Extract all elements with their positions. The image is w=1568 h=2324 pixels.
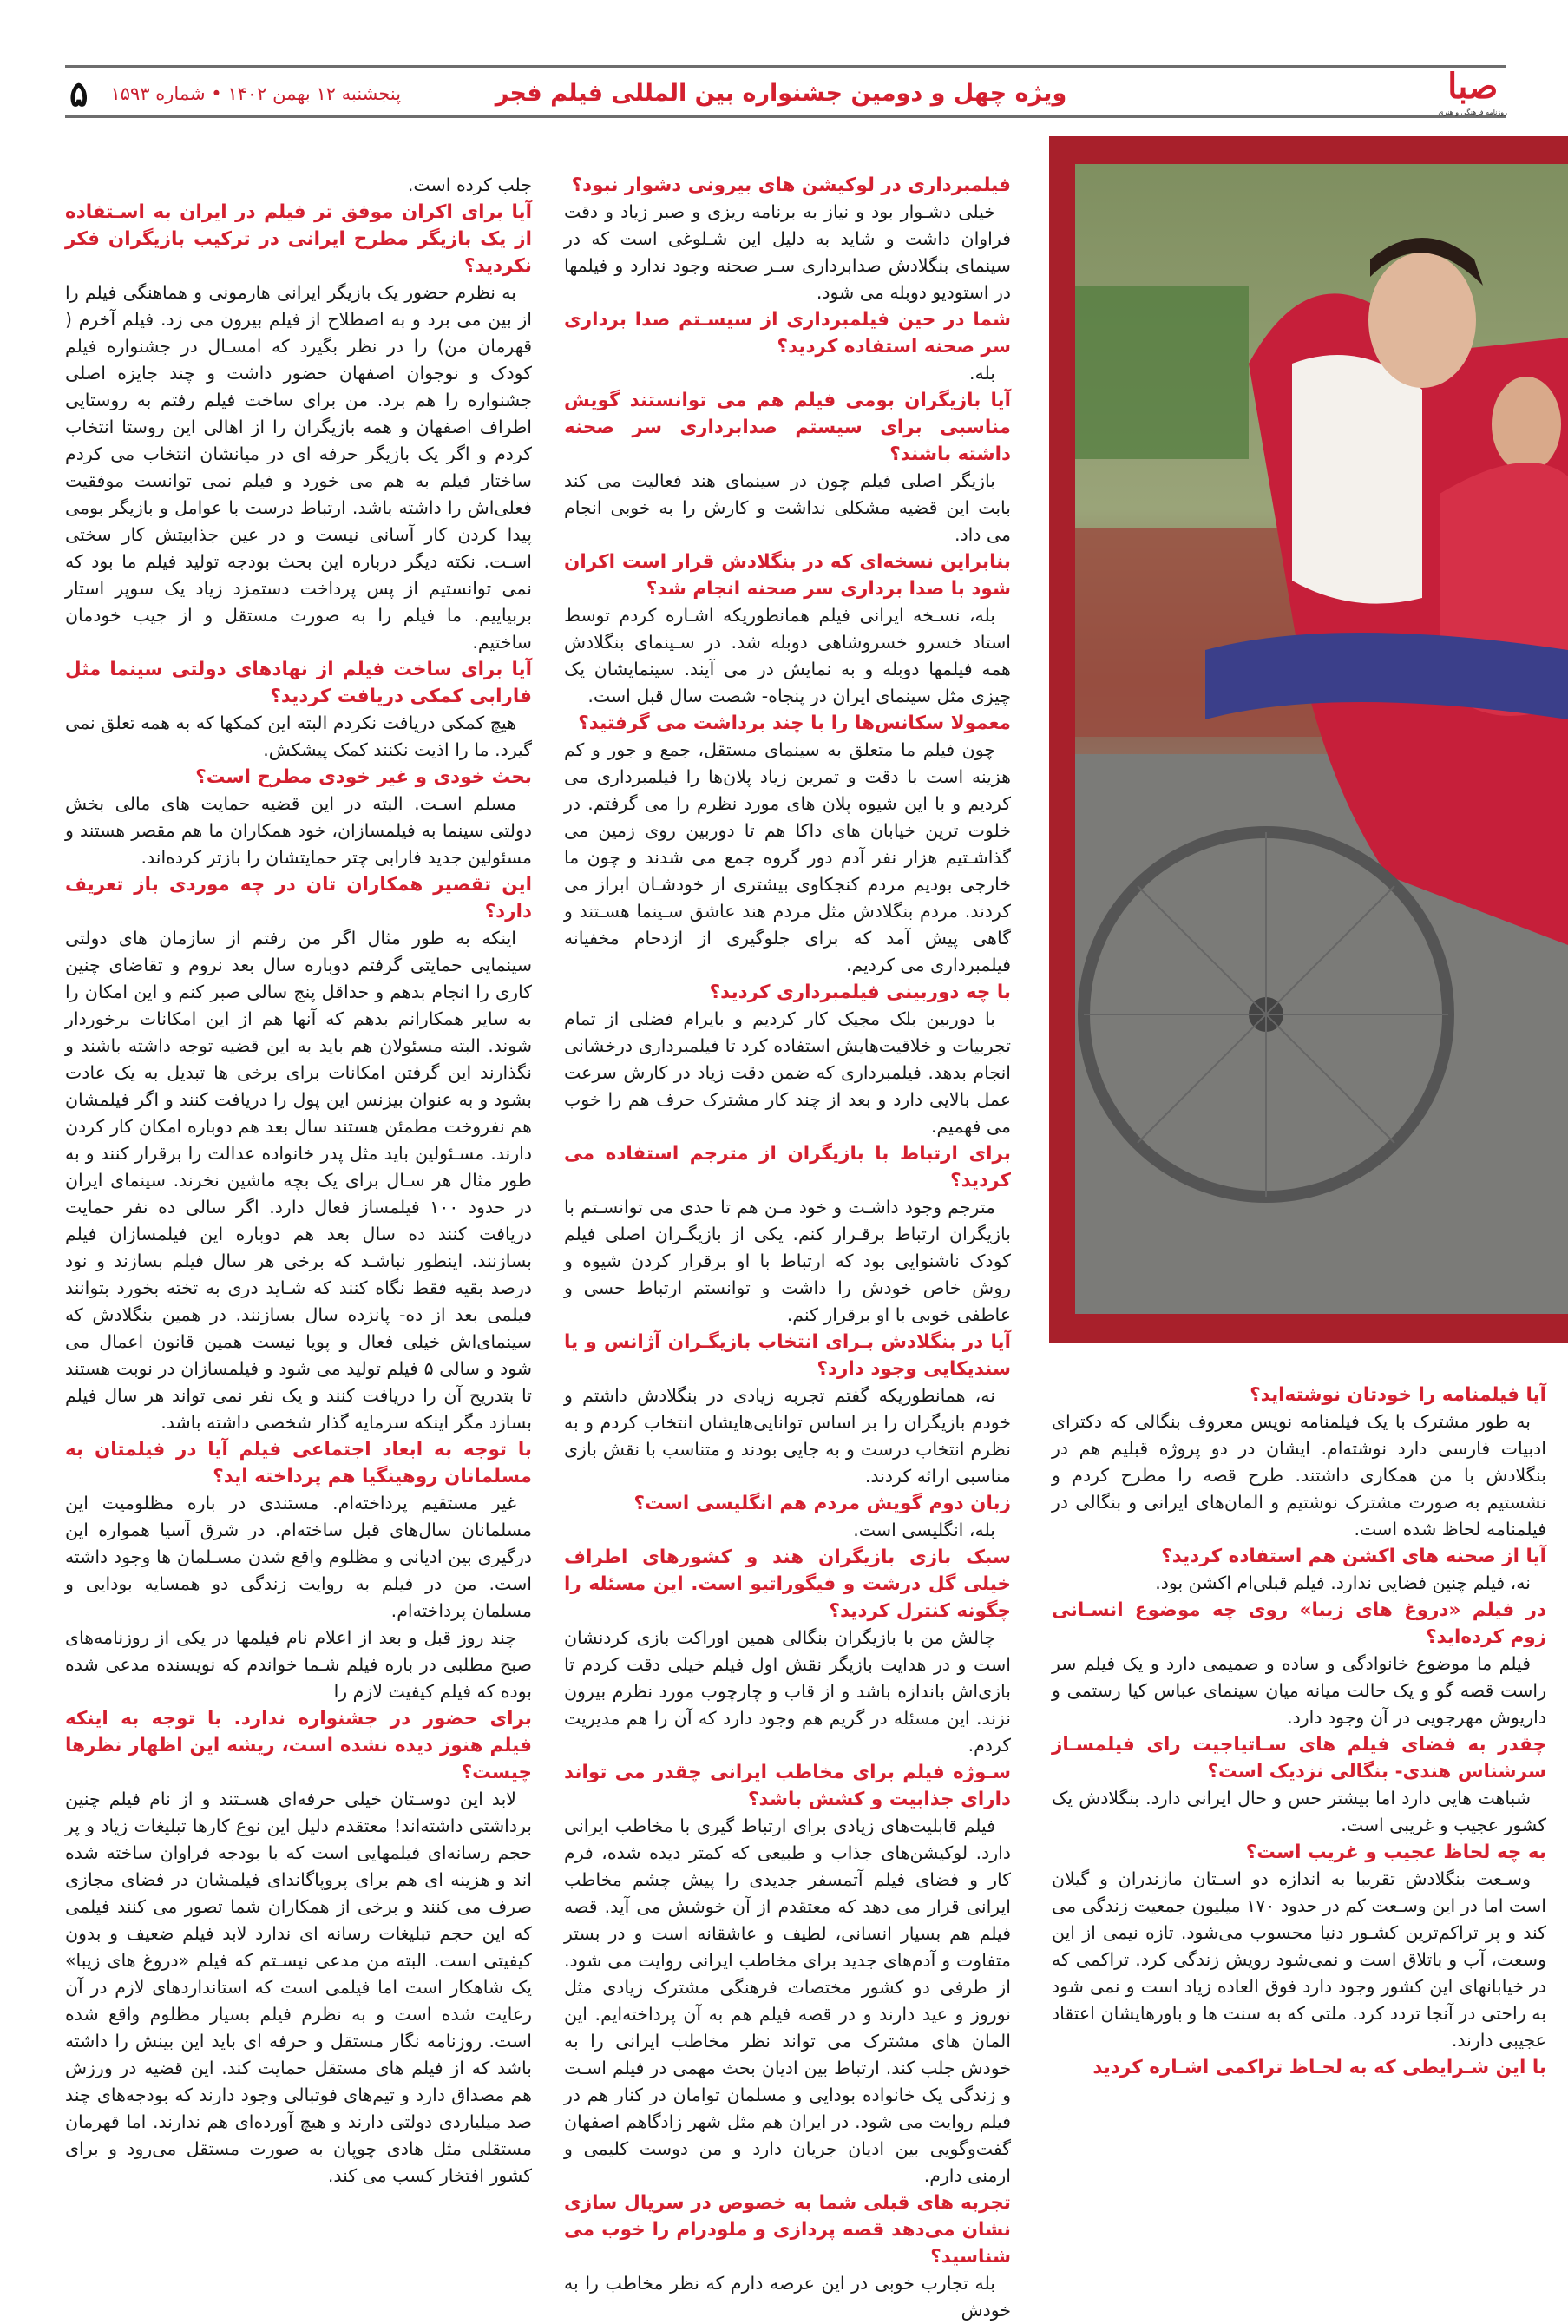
interview-answer: به نظرم حضور یک بازیگر ایرانی هارمونی و هماهنگی فیلم را از بین می برد و به اصطلاح از فیلم بیرون می زد. فیلم آخرم ( قهرمان من) را در نظر بگیرد که امسـال در جشنواره فیلم کودک و نوجوان اصفهان حضور داشت و چند جایزه اصلی جشنواره را هم برد. من برای ساخت فیلم رفتم به روستایی اطراف اصفهان و همه بازیگران را از اهالی این روستا انتخاب کردم و اگر یک بازیگر حرفه ای در میانشان انتخاب می کردم ساختار فیلم به هم می خورد و فیلم نمی توانست موفقیت فعلی‌اش را داشته باشد. ارتباط درست با عوامل و بازیگر بومی پیدا کردن کار آسانی نیست و در عین جذابیتش کار سختی اسـت. نکته دیگر درباره این بحث بودجه تولید فیلم ما بود که نمی توانستیم از پس پرداخت دستمزد زیاد یک سوپر استار بربیاییم. ما فیلم را به صورت مستقل و از جیب خودمان ساختیم.	[65, 282, 532, 653]
article-column-middle	[564, 172, 1011, 2321]
interview-answer: خیلی دشـوار بود و نیاز به برنامه ریزی و صبر زیاد و دقت فراوان داشت و شاید به دلیل این شـلوغی است که در سینمای بنگلادش صدابرداری سـر صحنه وجود ندارد و فیلمها در استودیو دوبله می شود.	[564, 201, 1011, 303]
interview-question: آیا از صحنه های اکشن هم استفاده کردید؟	[1161, 1546, 1546, 1567]
interview-question: فیلمبرداری در لوکیشن های بیرونی دشوار نبود؟	[571, 174, 1011, 196]
interview-question: آیا بازیگران بومی فیلم هم می توانستند گویش مناسبی برای سیستم صدابرداری سر صحنه داشته باشند؟	[564, 390, 1011, 465]
interview-answer: لابد این دوسـتان خیلی حرفه‌ای هسـتند و از نام فیلم چنین برداشتی داشته‌اند! معتقدم دلیل این نوع کارها تبلیغات زیاد و پر حجم رسانه‌ای فیلمهایی است که با بودجه فراوان ساخته شده اند و هزینه ای هم برای پروپاگاندای فیلمشان در فضای مجازی صرف می کنند و برخی از همکاران شما تصور می کنند فیلمی که این حجم تبلیغات رسانه ای ندارد لابد فیلم ضعیف و بدون کیفیتی است. البته من مدعی نیسـتم که فیلم «دروغ های زیبا» یک شاهکار است اما فیلمی است که استانداردهای لازم در آن رعایت شده است و به نظرم فیلم بسیار مظلوم واقع شده است. روزنامه نگار مستقل و حرفه ای باید این بینش را داشته باشد که از فیلم های مستقل حمایت کند. این قضیه در ورزش هم مصداق دارد و تیم‌های فوتبالی وجود دارند که بودجه‌های چند صد میلیاردی دولتی دارند و هیچ آورده‌ای هم ندارند. اما قهرمان مستقلی مثل هادی چوپان به صورت مستقل می‌رود و برای کشور افتخار کسب می کند.	[65, 1789, 532, 2186]
article-column-left	[65, 172, 532, 2194]
interview-answer: جلب کرده است.	[407, 174, 532, 195]
interview-question: زبان دوم گویش مردم هم انگلیسی است؟	[633, 1493, 1011, 1514]
interview-answer: مترجم وجود داشـت و خود مـن هم تا حدی می توانسـتم با بازیگران ارتباط برقـرار کنم. یکی از بازیگـران اصلی فیلم کودک ناشنوایی بود که ارتباط با او برقرار کردن شیوه و روش خاص خودش را داشت و توانستم ارتباط حسی و عاطفی خوبی با او برقرار کنم.	[564, 1197, 1011, 1325]
interview-answer: بله، نسـخه ایرانی فیلم همانطوریکه اشـاره کردم توسط استاد خسرو خسروشاهی دوبله شد. در سـینمای بنگلادش همه فیلمها دوبله و به نمایش در می آیند. سینمایشان یک چیزی مثل سینمای ایران در پنجاه- شصت سال قبل است.	[564, 605, 1011, 706]
interview-question: با توجه به ابعاد اجتماعی فیلم آیا در فیلمتان به مسلمانان روهینگیا هم پرداخته اید؟	[65, 1439, 532, 1487]
interview-question: برای ارتباط با بازیگران از مترجم استفاده می کردید؟	[564, 1143, 1011, 1192]
interview-question: با چه دوربینی فیلمبرداری کردید؟	[709, 981, 1011, 1003]
interview-answer: غیر مستقیم پرداخته‌ام. مستندی در باره مظلومیت این مسلمانان سال‌های قبل ساخته‌ام. در شرق آسیا همواره این درگیری بین ادیانی و مظلوم واقع شدن مسـلمان ها وجود داشته است. من در فیلم به روایت زندگی دو همسایه بودایی و مسلمان پرداخته‌ام.	[65, 1493, 532, 1621]
interview-answer: نه، همانطوریکه گفتم تجربه زیادی در بنگلادش داشتم و خودم بازیگران را بر اساس توانایی‌هایشان انتخاب کردم و به نظرم انتخاب درست و به جایی بودند و متناسب با نقش بازی مناسبی ارائه کردند.	[564, 1385, 1011, 1487]
interview-question: برای حضور در جشنواره ندارد. با توجه به اینکه فیلم هنوز دیده نشده است، ریشه این اظهار نظرها چیست؟	[65, 1708, 532, 1783]
interview-answer: چالش من با بازیگران بنگالی همین اوراکت بازی کردنشان است و در هدایت بازیگر نقش اول فیلم خیلی دقت کردم تا بازی‌اش باندازه باشد و از قاب و چارچوب مورد نظرم بیرون نزند. این مسئله در گریم هم وجود دارد که آن را هم مدیریت کردم.	[564, 1627, 1011, 1756]
interview-answer: هیچ کمکی دریافت نکردم البته این کمکها که به همه تعلق نمی گیرد. ما را اذیت نکنند کمک پیشکش.	[65, 712, 532, 760]
photo-woman-girl-rickshaw-icon	[1075, 164, 1568, 1314]
interview-question: آیا در بنگلادش بـرای انتخاب بازیگـران آژانس و یا سندیکایی وجود دارد؟	[564, 1331, 1011, 1380]
interview-question: در فیلم «دروغ های زیبا» روی چه موضوع انسـانی زوم کرده‌اید؟	[1052, 1599, 1546, 1648]
issue-info: پنجشنبه ۱۲ بهمن ۱۴۰۲ • شماره ۱۵۹۳	[110, 83, 402, 104]
newspaper-logo	[1438, 66, 1507, 117]
interview-answer: فیلم قابلیت‌های زیادی برای ارتباط گیری با مخاطب ایرانی دارد. لوکیشن‌های جذاب و طبیعی که کمتر دیده شده، فرم کار و فضای فیلم آتمسفر جدیدی را پیش چشم مخاطب ایرانی قرار می دهد که معتقدم از آن خوشش می آید. قصه فیلم هم بسیار انسانی، لطیف و عاشقانه است و در بستر متفاوت و آدم‌های جدید برای مخاطب ایرانی روایت می شود. از طرفی دو کشور مختصات فرهنگی مشترک زیادی مثل نوروز و عید دارند و در قصه فیلم هم به آن پرداخته‌ایم. این المان های مشترک می تواند نظر مخاطب ایرانی را به خودش جلب کند. ارتباط بین ادیان بحث مهمی در فیلم اسـت و زندگی یک خانواده بودایی و مسلمان توامان در کنار هم در فیلم روایت می شود. در ایران هم مثل شهر زادگاهم اصفهان گفت‌وگویی بین ادیان جریان دارد و من دوست کلیمی و ارمنی دارم.	[564, 1815, 1011, 2186]
interview-question: بنابراین نسخه‌ای که در بنگلادش قرار است اکران شود با صدا برداری سر صحنه انجام شد؟	[564, 551, 1011, 600]
interview-answer: با دوربین بلک مجیک کار کردیم و بایرام فضلی از تمام تجربیات و خلاقیت‌هایش استفاده کرد تا فیلمبرداری درخشانی انجام بدهد. فیلمبرداری که ضمن دقت زیاد در کارش سرعت عمل بالایی دارد و بعد از چند کار مشترک حرف هم را خوب می فهمیم.	[564, 1008, 1011, 1137]
interview-question: معمولا سکانس‌ها را با چند برداشت می گرفتید؟	[578, 712, 1011, 734]
logo-text: صبا	[1447, 66, 1499, 107]
interview-question: چقدر به فضای فیلم های سـاتیاجیت رای فیلمسـاز سرشناس هندی- بنگالی نزدیک است؟	[1052, 1734, 1546, 1782]
interview-answer: به طور مشترک با یک فیلمنامه نویس معروف بنگالی که دکترای ادبیات فارسی دارد نوشته‌ام. ایشان در دو پروژه قبلیم هم در بنگلادش با من همکاری داشتند. طرح قصه را مطرح کردم و نشستیم به صورت مشترک نوشتیم و المان‌های ایرانی و بنگالی در فیلمنامه لحاظ شده است.	[1052, 1411, 1546, 1539]
article-column-right	[1052, 1382, 1546, 2197]
interview-question: این تقصیر همکاران تان در چه موردی باز تعریف دارد؟	[65, 874, 532, 922]
interview-answer: بازیگر اصلی فیلم چون در سینمای هند فعالیت می کند بابت این قضیه مشکلی نداشت و کارش را به خوبی انجام می داد.	[564, 470, 1011, 545]
interview-question: سـوژه فیلم برای مخاطب ایرانی چقدر می تواند دارای جذابیت و کشش باشد؟	[564, 1762, 1011, 1810]
article-photo	[1049, 136, 1568, 1343]
interview-question: تجربه های قبلی شما به خصوص در سریال سازی نشان می‌دهد قصه پردازی و ملودرام را خوب می شناسید؟	[564, 2192, 1011, 2268]
interview-question: سبک بازی بازیگران هند و کشورهای اطراف خیلی گل درشت و فیگوراتیو است. این مسئله را چگونه کنترل کردید؟	[564, 1546, 1011, 1622]
interview-answer: مسلم اسـت. البته در این قضیه حمایت های مالی بخش دولتی سینما به فیلمسازان، خود همکاران ما هم مقصر هستند و مسئولین جدید فارابی چتر حمایتشان را بازتر کرده‌اند.	[65, 793, 532, 868]
interview-answer: چون فیلم ما متعلق به سینمای مستقل، جمع و جور و کم هزینه است با دقت و تمرین زیاد پلان‌ها را فیلمبرداری می کردیم و با این شیوه پلان های مورد نظرم را می گرفتم. در خلوت ترین خیابان های داکا هم تا دوربین روی زمین می گذاشـتیم هزار نفر آدم دور گروه جمع می شدند و چون ما خارجی بودیم مردم کنجکاوی بیشتری از خودشـان ابراز می کردند. مردم بنگلادش مثل مردم هند عاشق سـینما هسـتند و گاهی پیش آمد که برای جلوگیری از ازدحام مخفیانه فیلمبرداری می کردیم.	[564, 739, 1011, 975]
interview-question: آیا برای اکران موفق تر فیلم در ایران به اسـتفاده از یک بازیگر مطرح ایرانی در ترکیب بازیگران فکر نکردید؟	[65, 201, 532, 277]
interview-answer: نه، فیلم چنین فضایی ندارد. فیلم قبلی‌ام اکشن بود.	[1155, 1572, 1531, 1593]
interview-question: شما در حین فیلمبرداری از سیسـتم صدا برداری سر صحنه استفاده کردید؟	[564, 309, 1011, 358]
interview-answer: شباهت هایی دارد اما بیشتر حس و حال ایرانی دارد. بنگلادش یک کشور عجیب و غریبی است.	[1052, 1788, 1546, 1835]
interview-question: آیا برای ساخت فیلم از نهادهای دولتی سینما مثل فارابی کمکی دریافت کردید؟	[65, 659, 532, 707]
interview-answer: بله.	[969, 363, 995, 384]
interview-answer: بله، انگلیسی است.	[853, 1520, 995, 1540]
interview-answer: بله تجارب خوبی در این عرصه دارم که نظر مخاطب را به خودش	[564, 2273, 1011, 2321]
header-bottom-rule	[65, 115, 1506, 118]
interview-question: آیا فیلمنامه را خودتان نوشته‌اید؟	[1250, 1384, 1546, 1406]
interview-question: بحث خودی و غیر خودی مطرح است؟	[195, 766, 532, 788]
interview-answer: فیلم ما موضوع خانوادگی و ساده و صمیمی دارد و یک فیلم سر راست قصه گو و یک حالت میانه میان سینمای عباس کیا رستمی و داریوش مهرجویی در آن وجود دارد.	[1052, 1653, 1546, 1728]
header-meta	[69, 75, 401, 113]
interview-answer: وسـعت بنگلادش تقریبا به اندازه دو اسـتان مازندران و گیلان است اما در این وسـعت کم در حدود ۱۷۰ میلیون جمعیت زندگی می کند و پر تراکم‌ترین کشـور دنیا محسوب می‌شود. تازه نیمی از این وسعت، آب و باتلاق است و نمی‌شود رویش زندگی کرد. تراکمی که در خیابانهای این کشور وجود دارد فوق العاده زیاد است و نمی شود به راحتی در آنجا تردد کرد. ملتی که به سنت ها و باورهایشان اعتقاد عجیبی دارند.	[1052, 1868, 1547, 2051]
logo-tagline: روزنامه فرهنگی و هنری	[1438, 108, 1507, 116]
interview-question: با این شـرایطی که به لحـاظ تراکمی اشـاره کردید	[1092, 2057, 1546, 2078]
interview-answer: اینکه به طور مثال اگر من رفتم از سازمان های دولتی سینمایی حمایتی گرفتم دوباره سال بعد نروم و تقاضای چنین کاری را انجام بدهم و حداقل پنج سالی صبر کنم و این امکان را به سایر همکارانم بدهم که آنها هم از این امکانات برخوردار شوند. البته مسئولان هم باید به این قضیه توجه داشته باشند و نگذارند این گرفتن امکانات برای برخی ها تبدیل به یک عادت بشود و به عنوان بیزنس این پول را دریافت کنند و اگر فیلمشان هم نفروخت مطمئن هستند سال بعد هم دوباره امکان کار کردن دارند. مسـئولین باید مثل پدر خانواده عدالت را برقرار کنند و به طور مثال هر سـال برای یک بچه ماشین نخرند. سینمای ایران در حدود ۱۰۰ فیلمساز فعال دارد. اگر سالی ده نفر حمایت دریافت کنند ده سال بعد هم دوباره این فیلمسازان فیلم بسازنند. اینطور نباشـد که برخی هر سال فیلم بسازند و نود درصد بقیه فقط نگاه کنند که شـاید دری به تخته بخورد بتوانند فیلمی بعد از ده- پانزده سال بسازنند. در همین بنگلادش که سینمای‌اش خیلی فعال و پویا نیست همین قانون اعمال می شود و سالی ۵ فیلم تولید می شود و فیلمسازان در نوبت هستند تا بتدریج آن را دریافت کنند و یک نفر نمی تواند هر سال فیلم بسازد مگر اینکه سرمایه گذار شخصی داشته باشد.	[65, 928, 532, 1433]
header-top-rule	[65, 65, 1506, 68]
section-title: ویژه چهل و دومین جشنواره بین المللی فیلم فجر	[495, 80, 1067, 107]
interview-question: به چه لحاظ عجیب و غریب است؟	[1245, 1841, 1546, 1863]
interview-answer: چند روز قبل و بعد از اعلام نام فیلمها در یکی از روزنامه‌های صبح مطلبی در باره فیلم شـما خواندم که نویسنده مدعی شده بوده که فیلم کیفیت لازم را	[65, 1627, 532, 1702]
page-number: ۵	[69, 73, 89, 115]
